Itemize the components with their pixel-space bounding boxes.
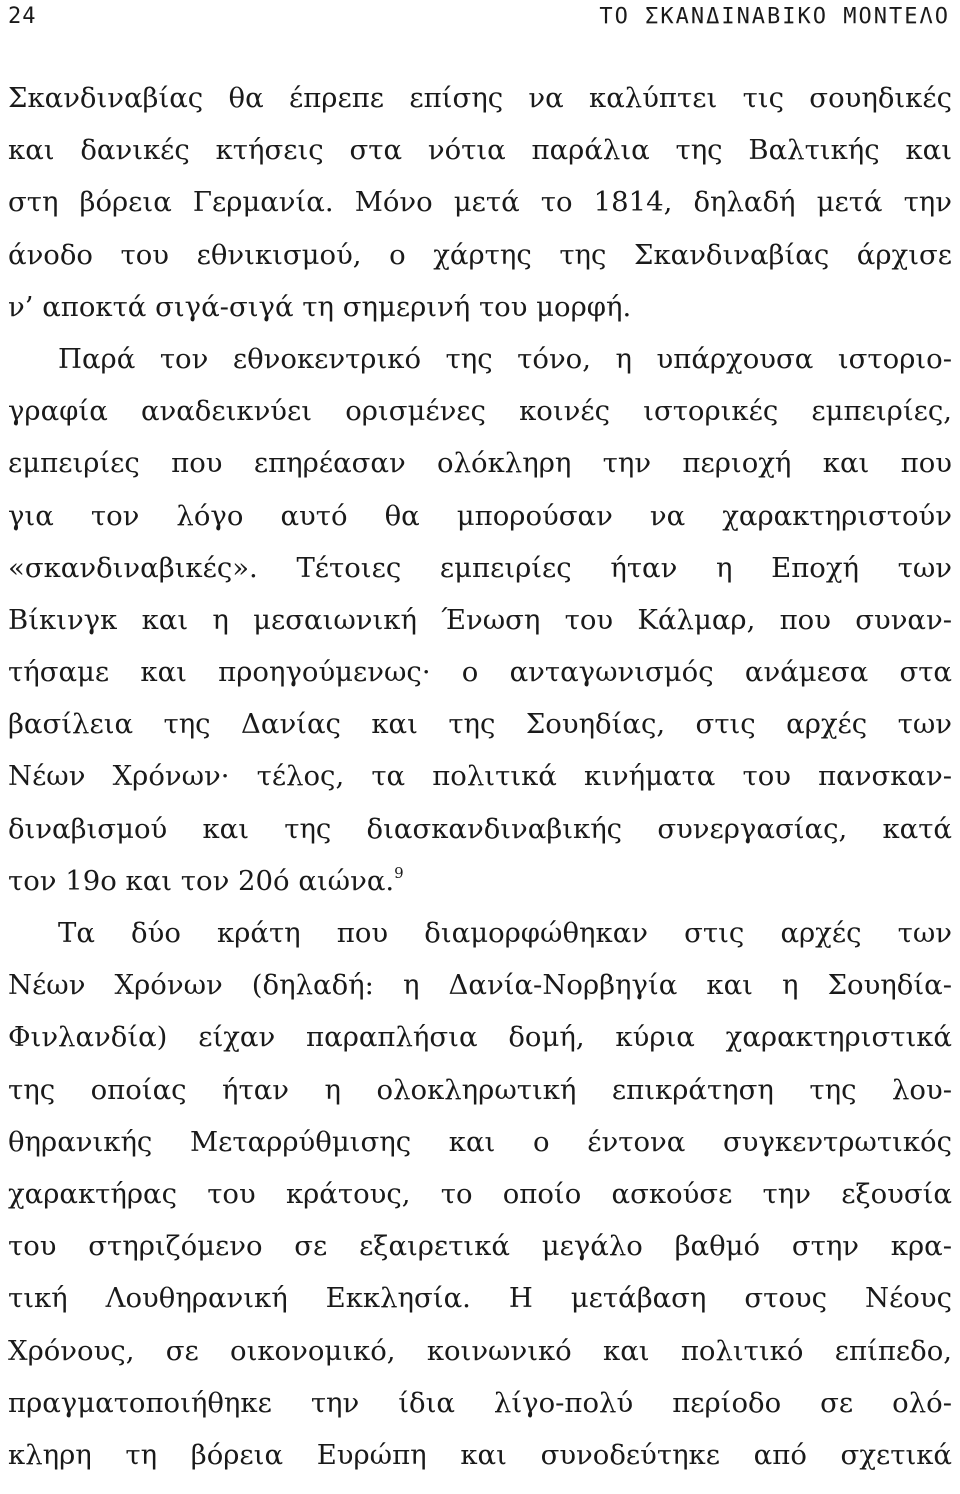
text-line: Τα δύο κράτη που διαμορφώθηκαν στις αρχές των — [58, 917, 952, 949]
text-line: του στηριζόμενο σε εξαιρετικά μεγάλο βαθμό στην κρα- — [8, 1230, 952, 1263]
text-line: τήσαμε και προηγούμενως· ο ανταγωνισμός ανάμεσα στα — [8, 656, 952, 689]
page-header — [8, 4, 950, 38]
text-line: εμπειρίες που επηρέασαν ολόκληρη την περιοχή και που — [8, 447, 952, 480]
text-line: διναβισμού και της διασκανδιναβικής συνεργασίας, κατά — [8, 812, 952, 845]
text-line: θηρανικής Μεταρρύθμισης και ο έντονα συγκεντρωτικός — [8, 1125, 952, 1158]
text-line-content: τον 19ο και τον 20ό αιώνα. — [8, 864, 395, 897]
text-line: χαρακτήρας του κράτους, το οποίο ασκούσε την εξουσία — [8, 1177, 952, 1210]
text-line: για τον λόγο αυτό θα μπορούσαν να χαρακτηριστούν — [8, 499, 952, 532]
text-line: Χρόνους, σε οικονομικό, κοινωνικό και πολιτικό επίπεδο, — [8, 1334, 952, 1367]
body-text — [8, 72, 952, 1481]
text-line: Παρά τον εθνοκεντρικό της τόνο, η υπάρχουσα ιστοριο- — [58, 342, 952, 375]
text-line: Φινλανδία) είχαν παραπλήσια δομή, κύρια χαρακτηριστικά — [8, 1021, 952, 1054]
text-line: στη βόρεια Γερμανία. Μόνο μετά το 1814, δηλαδή μετά την — [8, 186, 952, 219]
text-line: κληρη τη βόρεια Ευρώπη και συνοδεύτηκε από σχετικά — [8, 1438, 952, 1471]
text-line: Νέων Χρόνων· τέλος, τα πολιτικά κινήματα του πανσκαν- — [8, 760, 952, 793]
page-number: 24 — [8, 4, 37, 29]
text-line: ν’ αποκτά σιγά-σιγά τη σημερινή του μορφή. — [8, 290, 632, 323]
text-line — [8, 855, 952, 907]
text-line: Βίκινγκ και η μεσαιωνική Ένωση του Κάλμαρ, που συναν- — [8, 603, 952, 636]
footnote-reference[interactable]: 9 — [394, 863, 404, 882]
text-line: «σκανδιναβικές». Τέτοιες εμπειρίες ήταν η Εποχή των — [8, 551, 952, 584]
text-line: τική Λουθηρανική Εκκλησία. Η μετάβαση στους Νέους — [8, 1282, 952, 1315]
running-title: ΤΟ ΣΚΑΝΔΙΝΑΒΙΚΟ ΜΟΝΤΕΛΟ — [599, 4, 950, 29]
text-line: Νέων Χρόνων (δηλαδή: η Δανία-Νορβηγία και η Σουηδία- — [8, 969, 952, 1002]
text-line: βασίλεια της Δανίας και της Σουηδίας, στις αρχές των — [8, 708, 952, 741]
text-line: πραγματοποιήθηκε την ίδια λίγο-πολύ περίοδο σε ολό- — [8, 1386, 952, 1419]
text-line: Σκανδιναβίας θα έπρεπε επίσης να καλύπτει τις σουηδικές — [8, 82, 952, 114]
text-line: και δανικές κτήσεις στα νότια παράλια της Βαλτικής και — [8, 134, 952, 167]
text-line: άνοδο του εθνικισμού, ο χάρτης της Σκανδιναβίας άρχισε — [8, 238, 952, 271]
text-line: της οποίας ήταν η ολοκληρωτική επικράτηση της λου- — [8, 1073, 952, 1106]
text-line: γραφία αναδεικνύει ορισμένες κοινές ιστορικές εμπειρίες, — [8, 395, 952, 428]
